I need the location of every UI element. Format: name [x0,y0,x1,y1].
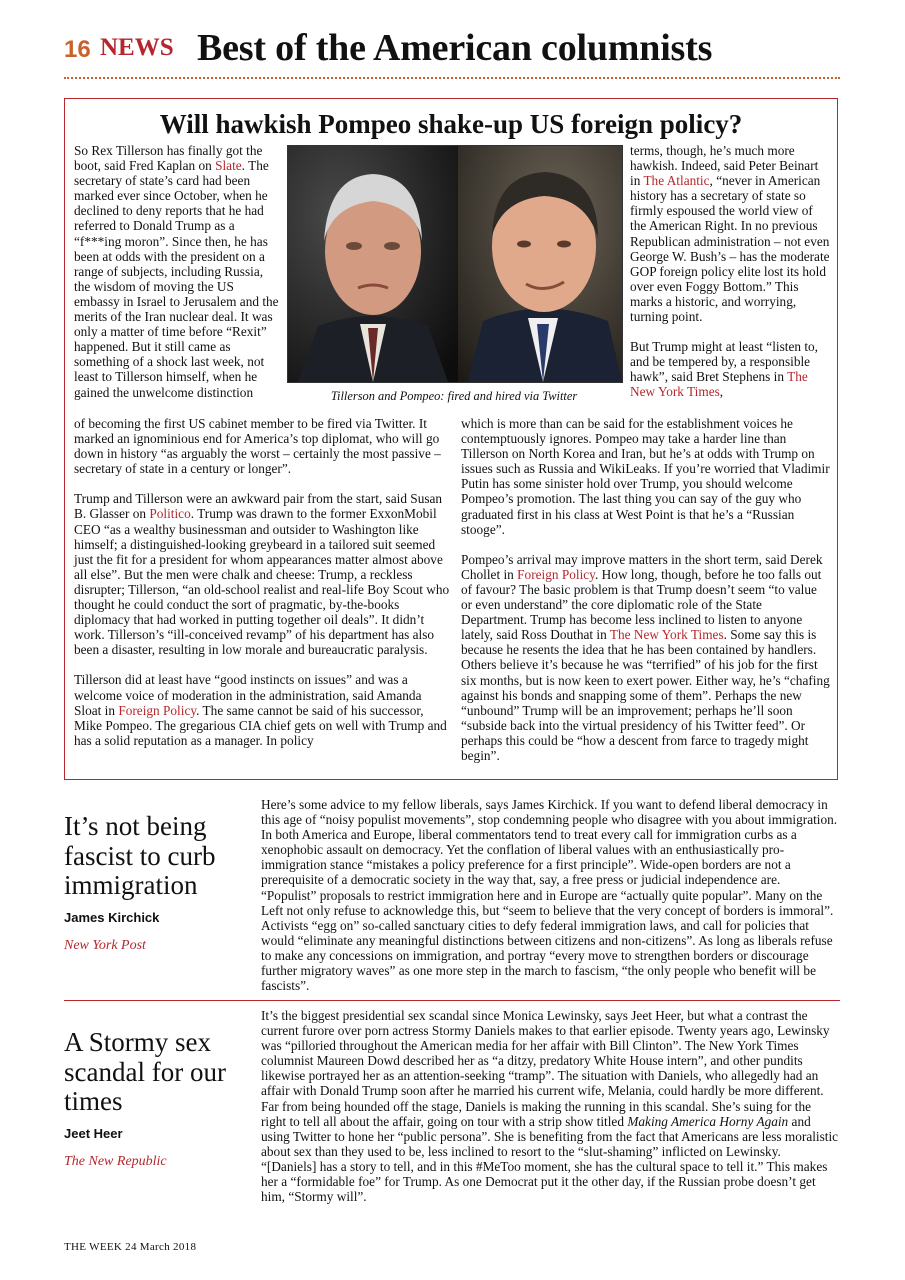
footer-issue: THE WEEK 24 March 2018 [64,1241,197,1253]
column1-author: James Kirchick [64,910,160,925]
column2-author: Jeet Heer [64,1126,123,1141]
feature-left-bottom: of becoming the first US cabinet member to be fired via Twitter. It marked an ignominious end for America’s top diplomat, who will go down in history “as arguably the worst – certainly the most passive – secretary of state in a century or longer”. Trump and Tillerson were an awkward pair from the start, said Susan B. Glasser on Politico. Trump was drawn to the former ExxonMobil CEO “as a wealthy businessman and outsider to Washington like himself; a distinguished-looking greybeard in a tailored suit seemed just the fit for a president for whom appearances matter almost above all else”. But the men were chalk and cheese: Trump, a reckless disrupter; Tillerson, “an old-school realist and real-life Boy Scout who thought he could conduct the sort of pragmatic, by-the-books diplomacy that had worked in putting together oil deals”. It didn’t work. Tillerson’s “ill-conceived revamp” of his department has also been a disaster, resulting in low morale and bureaucratic paralysis. Tillerson did at least have “good instincts on issues” and was a welcome voice of moderation in the administration, said Amanda Sloat in Foreign Policy. The same cannot be said of his successor, Mike Pompeo. The gregarious CIA chief gets on well with Trump and has a solid reputation as a manager. In policy [74,416,450,748]
feature-right-bottom: which is more than can be said for the establishment voices he contemptuously ignores. Pompeo may take a harder line than Tillerson on North Korea and Iran, but he’s at odds with Trump on issues such as Russia and WikiLeaks. If you’re worried that Vladimir Putin has some sinister hold over Trump, you should welcome Pompeo’s promotion. The last thing you can say of the guy who graduated first in his class at West Point is that he’s a “Russian stooge”. Pompeo’s arrival may improve matters in the short term, said Derek Chollet in Foreign Policy. How long, though, before he too falls out of favour? The basic problem is that Trump doesn’t seem “to value or even understand” the core diplomatic role of the State Department. Trump has become less inclined to listen to anyone lately, said Ross Douthat in The New York Times. Some say this is because he resents the idea that he has been contained by handlers. Others believe it’s because he was “terrified” of his job for the first six months, but is now keen to exert power. Either way, he’s “chafing against his bonds and snapping some of them”. Perhaps the new “unbound” Trump will be an improvement; perhaps he’ll soon “subside back into the virtual presidency of his Twitter feed”. Or perhaps this could be “how a descent from farce to tragedy might begin”. [461,416,830,763]
column-divider [64,1000,840,1001]
source-link-nyt: The New York Times [630,369,808,400]
header-divider [64,77,840,79]
source-link-atlantic: The Atlantic [643,173,710,189]
source-link-foreign-policy-2: Foreign Policy [517,566,595,582]
show-title: Making America Horny Again [627,1113,789,1129]
feature-right-top: terms, though, he’s much more hawkish. Indeed, said Peter Beinart in The Atlantic, “never in American history has a secretary of state so firmly espoused the world view of the American Right. In no previous Republican administration – not even George W. Bush’s – has the moderate GOP foreign policy elite lost its hold over even Foggy Bottom.” This marks a historic, and worrying, turning point. But Trump might at least “listen to, and be tempered by, a responsible hawk”, said Bret Stephens in The New York Times, [630,143,830,400]
column1-headline: It’s not being fascist to curb immigration [64,811,216,900]
column1-publication: New York Post [64,938,146,953]
masthead [64,28,840,76]
column2-publication: The New Republic [64,1154,167,1169]
page-number: 16 [64,36,91,63]
source-link-politico: Politico [149,506,191,522]
column2-headline: A Stormy sex scandal for our times [64,1027,226,1116]
column1-body: Here’s some advice to my fellow liberals, says James Kirchick. If you want to defend liberal democracy in this age of “noisy populist movements”, stop condemning people who disagree with you about immigration. In both America and Europe, liberal commentators tend to treat every call for immigration curbs as a xenophobic assault on democracy. Yet the conflation of liberal values with an enthusiastically pro-immigration stance “mistakes a policy preference for a first principle”. Wide-open borders are not a prerequisite of a democratic society in the way that, say, a free press or judicial independence are. “Populist” proposals to restrict immigration here and in Europe are “actually quite popular”. Many on the Left not only refuse to acknowledge this, but “seem to believe that the very concept of borders is immoral”. Activists “egg on” so-called sanctuary cities to defy federal immigration laws, and call for policies that would “eliminate any meaningful distinctions between citizens and non-citizens”. As long as liberals refuse to make any concessions on immigration, and portray “every move to strengthen borders or discourage further migratory waves” as one more step in the march to fascism, “the only people who benefit will be fascists”. [261,797,838,994]
section-label: NEWS [100,34,174,61]
photo-caption: Tillerson and Pompeo: fired and hired via Twitter [330,389,578,403]
source-link-slate: Slate [215,158,242,174]
source-link-foreign-policy: Foreign Policy [118,702,197,718]
source-link-nyt-2: The New York Times [609,627,724,643]
feature-title: Will hawkish Pompeo shake-up US foreign policy? [159,109,743,139]
feature-box [64,98,838,780]
feature-left-top: So Rex Tillerson has finally got the boot, said Fred Kaplan on Slate. The secretary of state’s card had been marked ever since October, when he declined to deny reports that he had referred to Donald Trump as a “f***ing moron”. Since then, he has been at odds with the president on a range of subjects, including Russia, the wisdom of moving the US embassy in Israel to Jerusalem and the merits of the Iran nuclear deal. It was only a matter of time before “Rexit” happened. But it still came as something of a shock last week, not least to Tillerson himself, when he gained the unwelcome distinction [74,143,279,400]
feature-photo [287,145,623,383]
portrait-image [288,146,622,382]
column2-body: It’s the biggest presidential sex scandal since Monica Lewinsky, says Jeet Heer, but what a contrast the current furore over porn actress Stormy Daniels makes to that earlier episode. Twenty years ago, Lewinsky was “pilloried throughout the American media for her affair with Bill Clinton”. The New York Times columnist Maureen Dowd described her as “a ditzy, predatory White House intern”, and other pundits likewise portrayed her as an attention-seeking “tramp”. The situation with Daniels, who allegedly had an affair with Donald Trump soon after he married his current wife, Melania, could hardly be more different. Far from being hounded off the stage, Daniels is making the running in this scandal. She’s suing for the right to tell all about the affair, going on tour with a strip show titled Making America Horny Again and using Twitter to hone her “public persona”. She is benefiting from the fact that Americans are less moralistic about sex than they used to be, less inclined to resort to the “slut-shaming” inflicted on Lewinsky. “[Daniels] has a story to tell, and in this #MeToo moment, she has the cultural space to tell it.” This makes her a “formidable foe” for Trump. As one Democrat put it the other day, if the Russian probe doesn’t get him, “Stormy will”. [261,1008,839,1205]
page-title: Best of the American columnists [197,27,713,69]
